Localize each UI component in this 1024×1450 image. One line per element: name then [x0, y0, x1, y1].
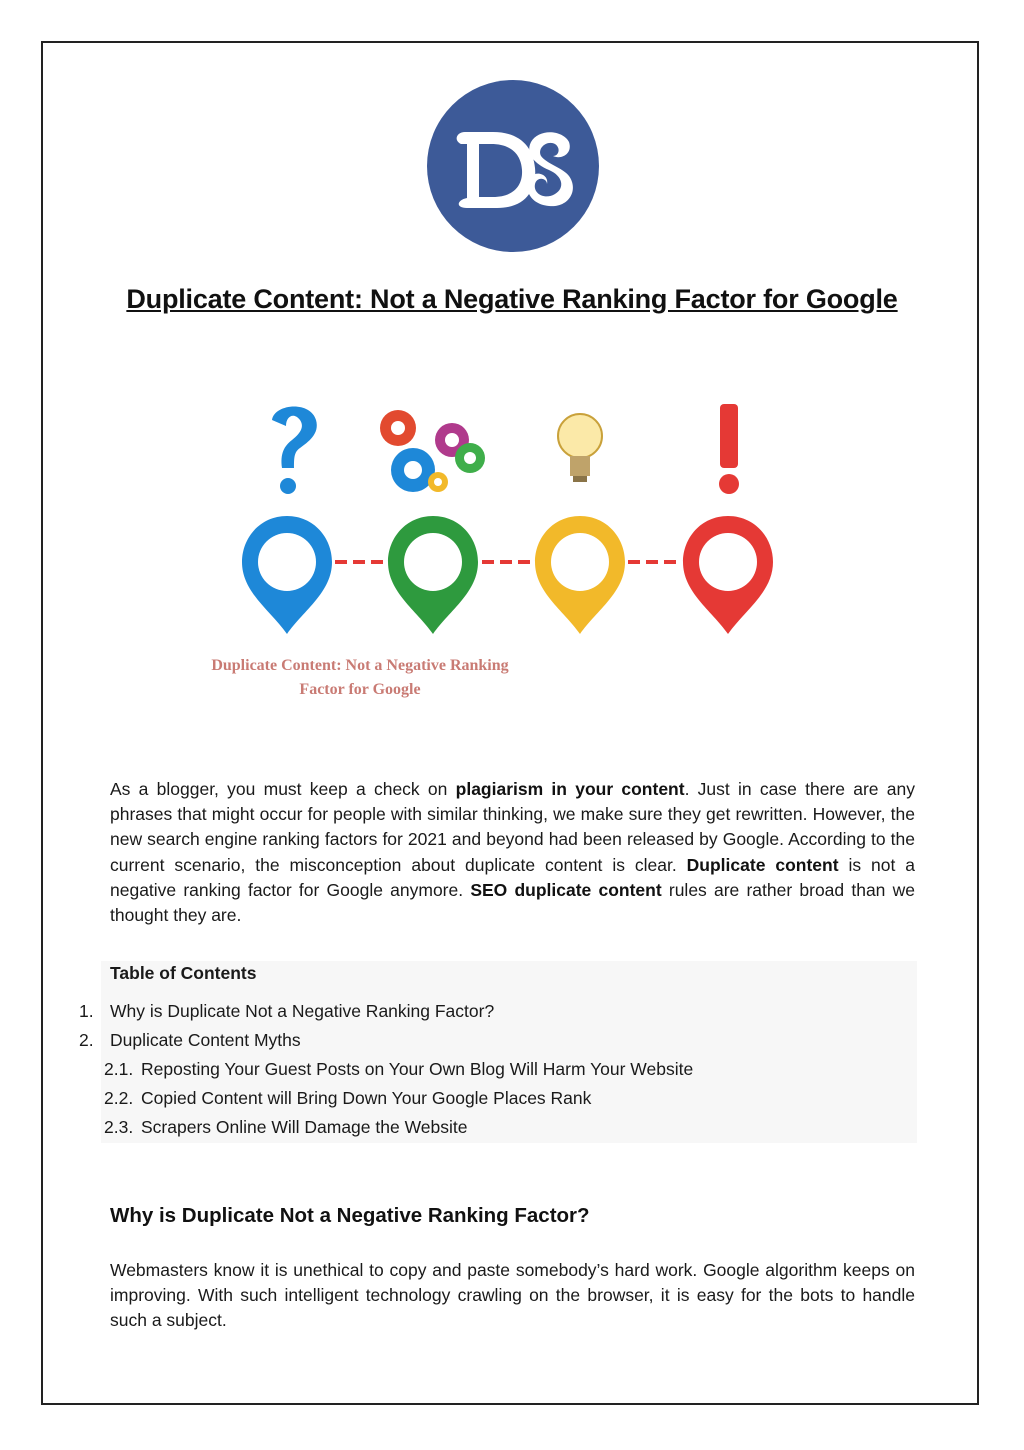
document-title: Duplicate Content: Not a Negative Ranking Factor for Google	[126, 284, 898, 314]
toc-item-2-1[interactable]	[104, 1057, 693, 1081]
hero-caption	[190, 654, 530, 702]
hero-caption-line-1: Duplicate Content: Not a Negative Ranking	[211, 657, 509, 674]
toc-title: Table of Contents	[110, 963, 257, 983]
toc-item-label: Copied Content will Bring Down Your Google Places Rank	[141, 1088, 592, 1108]
exclamation-mark-icon	[719, 404, 739, 494]
toc-item-label: Duplicate Content Myths	[110, 1030, 301, 1050]
intro-text-1: As a blogger, you must keep a check on	[110, 779, 456, 799]
intro-bold-plagiarism: plagiarism in your content	[455, 779, 685, 799]
question-mark-icon	[272, 406, 317, 494]
intro-bold-duplicate-content: Duplicate content	[686, 854, 839, 875]
toc-item-label: Scrapers Online Will Damage the Website	[141, 1117, 468, 1137]
gears-icon	[380, 410, 485, 492]
section-heading: Why is Duplicate Not a Negative Ranking Factor?	[110, 1204, 590, 1227]
toc-item-number: 2.3.	[104, 1117, 134, 1137]
toc-item-2-2[interactable]	[104, 1086, 591, 1110]
section-paragraph: Webmasters know it is unethical to copy and paste somebody’s hard work. Google algorithm keeps on improving. With such intelligent technology crawling on the browser, it is easy for the bots to handle such a subject.	[110, 1260, 915, 1331]
toc-item-number: 1.	[79, 1001, 94, 1021]
intro-paragraph	[110, 777, 915, 928]
toc-item-2[interactable]	[79, 1028, 301, 1052]
green-pin-icon	[388, 516, 478, 634]
toc-item-label: Reposting Your Guest Posts on Your Own Blog Will Harm Your Website	[141, 1059, 694, 1079]
blue-pin-icon	[242, 516, 332, 634]
intro-bold-seo-duplicate-content: SEO duplicate content	[470, 879, 662, 900]
toc-item-1[interactable]	[79, 999, 494, 1023]
hero-caption-line-2: Factor for Google	[299, 681, 421, 698]
red-pin-icon	[683, 516, 773, 634]
toc-item-number: 2.2.	[104, 1088, 134, 1108]
toc-item-label: Why is Duplicate Not a Negative Ranking Factor?	[110, 1001, 495, 1021]
ds-logo-icon	[427, 80, 599, 252]
toc-item-number: 2.1.	[104, 1059, 134, 1079]
toc-item-number: 2.	[79, 1030, 94, 1050]
toc-item-2-3[interactable]	[104, 1115, 467, 1139]
intro-text-2: . Just in case there are any phrases that might occur for people with similar thinking, we make sure they get rewritten. However, the new search engine ranking factors for 2021 and beyond had been released by Google. According to the current scenario, the misconception about duplicate content is clear.	[110, 779, 915, 875]
intro-text-3: is not a negative ranking factor for Google anymore.	[110, 854, 916, 900]
yellow-pin-icon	[535, 516, 625, 634]
intro-text-4: rules are rather broad than we thought they are.	[110, 879, 915, 926]
lightbulb-icon	[558, 414, 602, 482]
